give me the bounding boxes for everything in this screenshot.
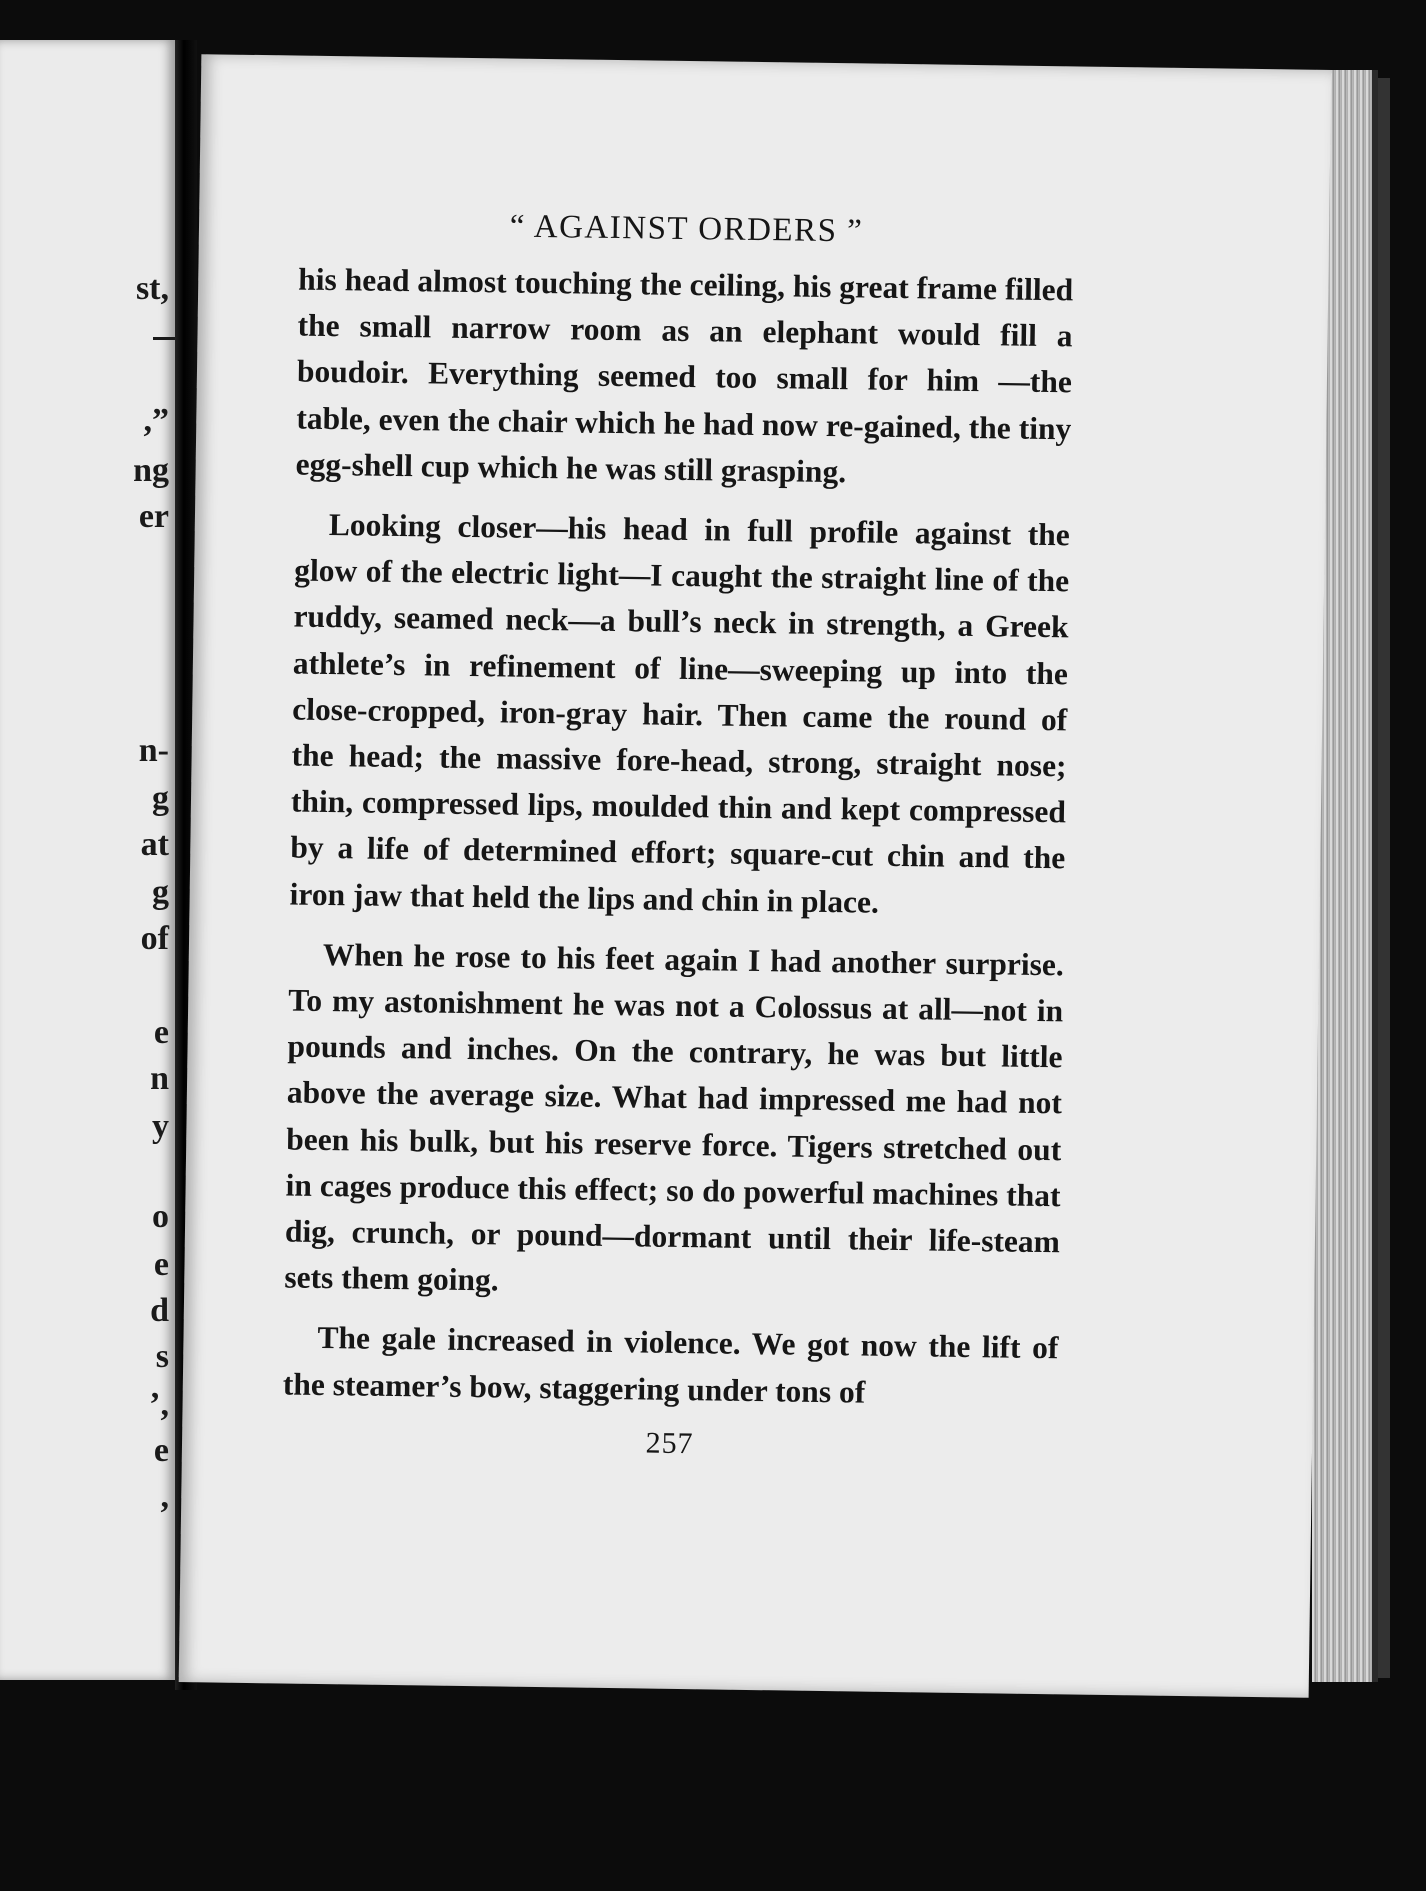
left-line-fragment: at <box>140 826 169 863</box>
left-line-fragment: g <box>152 874 169 911</box>
left-line-fragment: e <box>153 1014 169 1051</box>
paragraph: his head almost touching the ceiling, his great frame filled the small narrow room as an elephant would fill a boudoir. Everything seemed too small for him —the table, even the chair which he had now re-gained, the tiny egg-shell cup which he was still grasping. <box>295 261 1074 490</box>
left-line-fragment: y <box>152 1108 169 1145</box>
left-line-fragment: s <box>155 1338 169 1375</box>
left-line-fragment: n <box>150 1060 169 1097</box>
left-line-fragment: o <box>152 1198 169 1235</box>
paragraph: Looking closer—his head in full profile against the glow of the electric light—I caught the straight line of the ruddy, seamed neck—a bull’s neck in strength, a Greek athlete’s in refinement of line—sweeping up into the close-cropped, iron-gray hair. Then came the round of the head; the massive fore-head, strong, straight nose; thin, compressed lips, moulded thin and kept compressed by a life of determined effort; square-cut chin and the iron jaw that held the lips and chin in place. <box>289 507 1071 920</box>
paragraph: The gale increased in violence. We got now the lift of the steamer’s bow, staggering under tons of <box>282 1320 1059 1410</box>
paragraph: When he rose to his feet again I had another surprise. To my astonishment he was not a Colossus at all—not in pounds and inches. On the contrary, he was but little above the average size. What had impressed me had not been his bulk, but his reserve force. Tigers stretched out in cages produce this effect; so do powerful machines that dig, crunch, or pound—dormant until their life-steam sets them going. <box>284 936 1065 1298</box>
running-head: “ AGAINST ORDERS ” <box>509 208 864 250</box>
left-line-fragment: er <box>138 498 169 535</box>
left-dash-rule <box>153 337 175 340</box>
page-text-block <box>282 206 1074 1467</box>
page-number: 257 <box>645 1426 694 1461</box>
left-line-fragment: e <box>153 1246 169 1283</box>
left-line-fragment: st, <box>135 270 169 307</box>
left-line-fragment: ’, <box>149 1386 169 1423</box>
left-line-fragment: g <box>152 780 169 817</box>
left-line-fragment: ,” <box>143 402 169 439</box>
left-line-fragment: of <box>140 920 169 957</box>
right-page <box>179 54 1332 1698</box>
book-cover-edge <box>1378 78 1390 1678</box>
left-line-fragment: , <box>160 1478 169 1515</box>
left-line-fragment: e <box>153 1432 169 1469</box>
left-facing-page <box>0 40 175 1680</box>
left-line-fragment: d <box>150 1292 169 1329</box>
left-line-fragment: ng <box>133 452 169 489</box>
left-line-fragment: n- <box>138 732 169 769</box>
